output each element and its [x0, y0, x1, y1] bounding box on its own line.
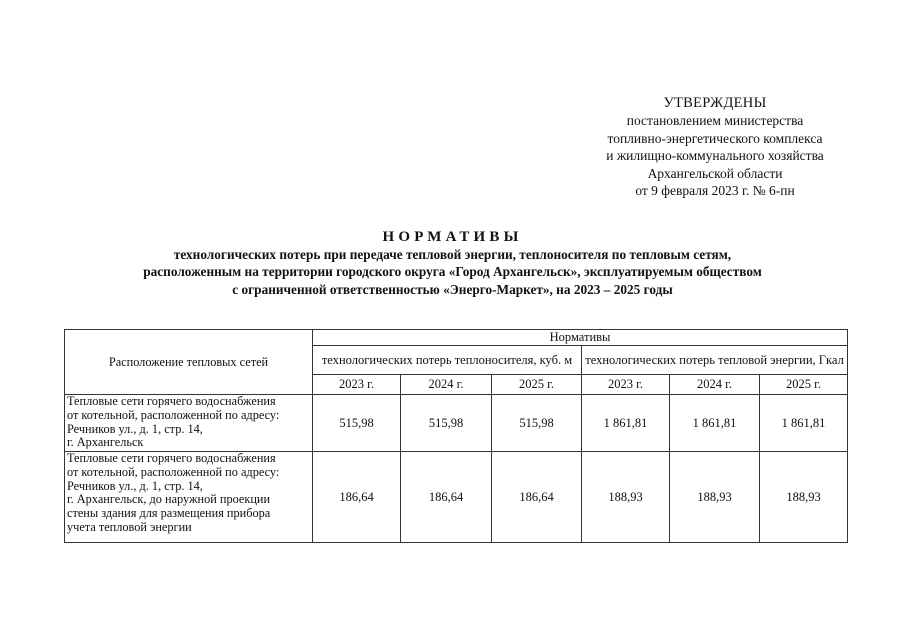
year-header: 2024 г.	[670, 375, 760, 395]
document-title: НОРМАТИВЫ	[382, 229, 523, 245]
year-header: 2024 г.	[401, 375, 492, 395]
approval-title: УТВЕРЖДЕНЫ	[663, 95, 767, 111]
value-cell: 188,93	[582, 452, 670, 543]
value-cell: 186,64	[492, 452, 582, 543]
location-cell	[65, 452, 313, 543]
location-cell	[65, 395, 313, 452]
norms-header: Нормативы	[313, 330, 848, 346]
approval-line: от 9 февраля 2023 г. № 6-пн	[635, 183, 795, 199]
location-line: стены здания для размещения прибора	[67, 506, 271, 521]
location-line: от котельной, расположенной по адресу:	[67, 464, 280, 479]
approval-line: Архангельской области	[647, 165, 783, 181]
year-header: 2025 г.	[760, 375, 848, 395]
value-cell: 1 861,81	[760, 395, 848, 452]
heat-loss-header: технологических потерь тепловой энергии, Гкал	[582, 346, 848, 375]
year-header: 2023 г.	[313, 375, 401, 395]
location-line: г. Архангельск, до наружной проекции	[67, 492, 271, 507]
document-subtitle-line: технологических потерь при передаче тепловой энергии, теплоносителя по тепловым сетям,	[173, 247, 732, 262]
location-line: Речников ул., д. 1, стр. 14,	[67, 421, 203, 436]
approval-line: и жилищно-коммунального хозяйства	[606, 148, 824, 164]
approval-line: постановлением министерства	[626, 113, 804, 129]
document-subtitle-line: расположенным на территории городского округа «Город Архангельск», эксплуатируемым обществом	[143, 264, 762, 280]
value-cell: 1 861,81	[582, 395, 670, 452]
approval-line: топливно-энергетического комплекса	[607, 130, 823, 146]
location-line: г. Архангельск	[67, 435, 144, 450]
location-line: учета тепловой энергии	[67, 519, 192, 534]
year-header: 2023 г.	[582, 375, 670, 395]
location-line: Тепловые сети горячего водоснабжения	[67, 394, 276, 408]
value-cell: 188,93	[760, 452, 848, 543]
value-cell: 515,98	[492, 395, 582, 452]
year-header: 2025 г.	[492, 375, 582, 395]
norms-table	[64, 329, 848, 543]
location-line: Тепловые сети горячего водоснабжения	[67, 451, 276, 465]
table-row	[65, 395, 848, 452]
value-cell: 515,98	[401, 395, 492, 452]
value-cell: 515,98	[313, 395, 401, 452]
table-header-row	[65, 330, 848, 346]
table-row	[65, 452, 848, 543]
location-line: от котельной, расположенной по адресу:	[67, 407, 280, 422]
document-heading	[60, 228, 845, 298]
approval-block	[580, 95, 850, 199]
document-subtitle-line: с ограниченной ответственностью «Энерго-Маркет», на 2023 – 2025 годы	[232, 281, 673, 297]
coolant-loss-header: технологических потерь теплоносителя, куб. м	[313, 346, 582, 375]
value-cell: 1 861,81	[670, 395, 760, 452]
location-line: Речников ул., д. 1, стр. 14,	[67, 478, 203, 493]
value-cell: 186,64	[313, 452, 401, 543]
location-header: Расположение тепловых сетей	[65, 330, 313, 395]
value-cell: 186,64	[401, 452, 492, 543]
value-cell: 188,93	[670, 452, 760, 543]
